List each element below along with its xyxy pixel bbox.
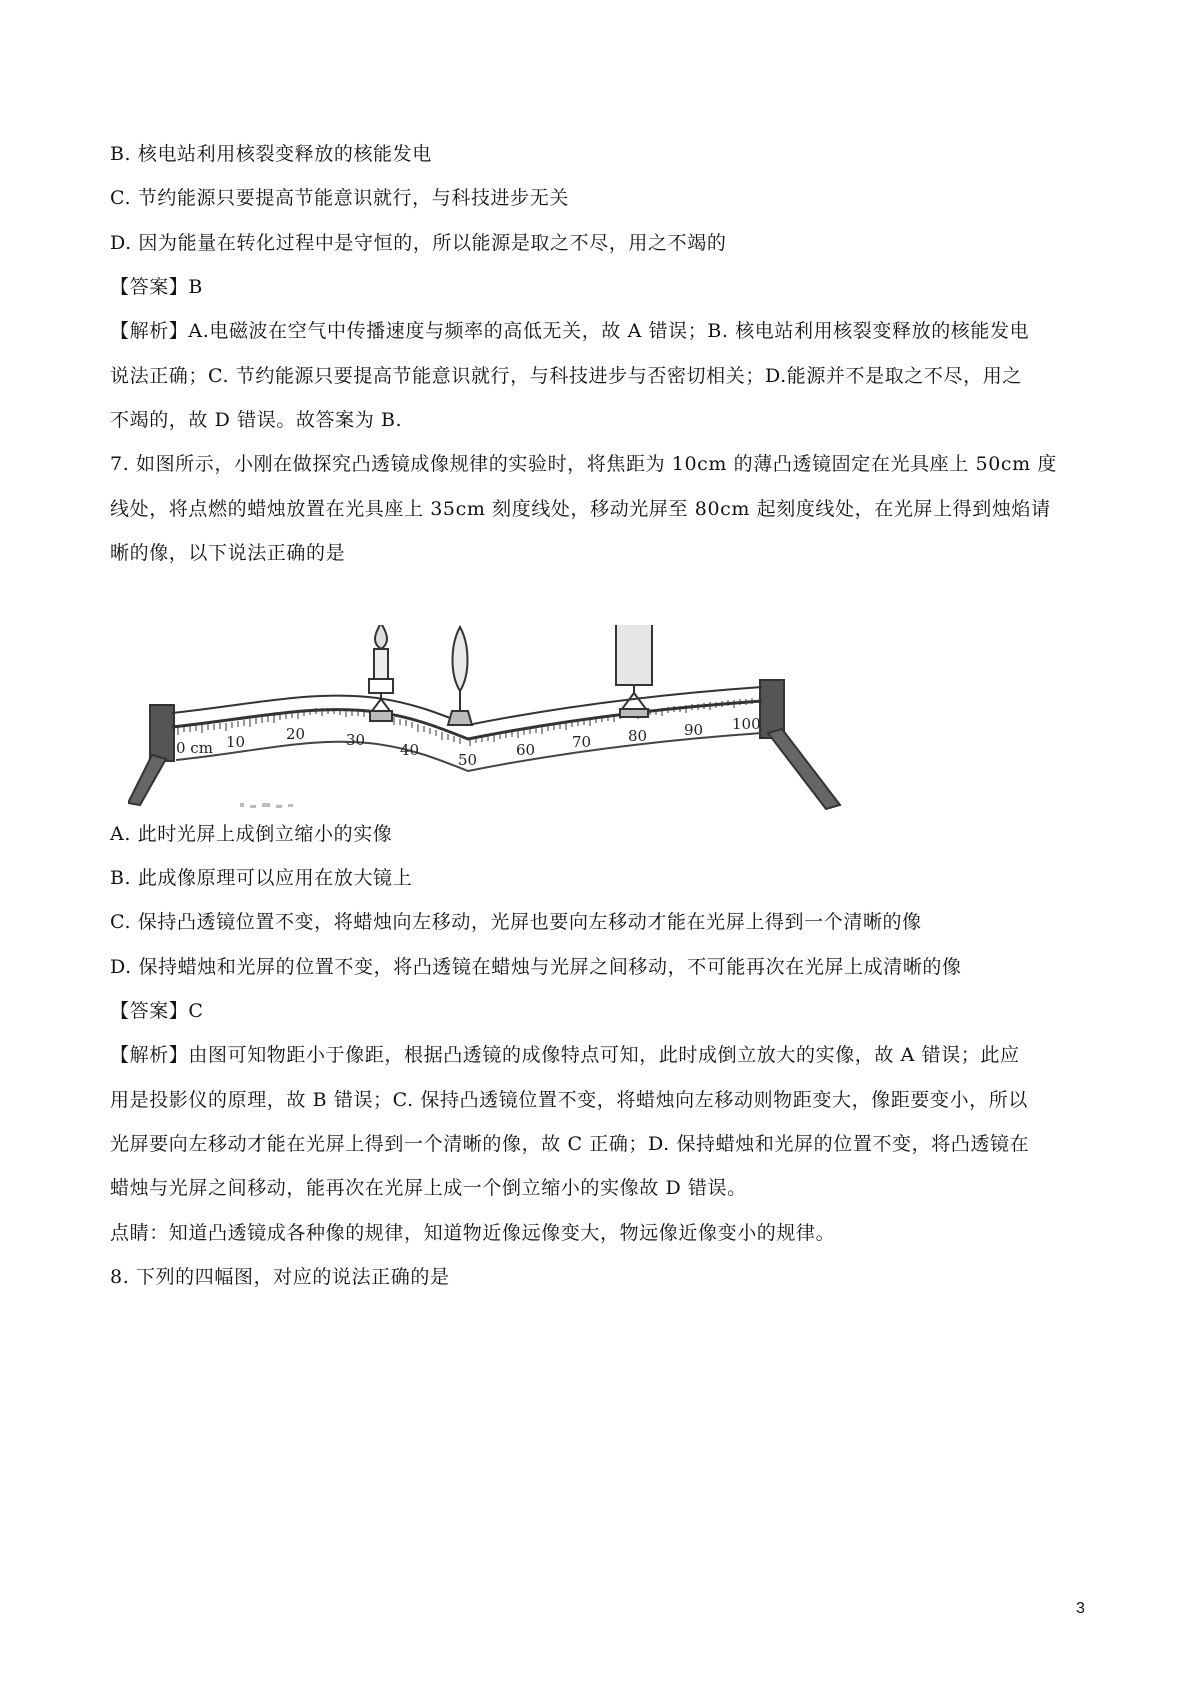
right-support bbox=[760, 680, 840, 809]
question-7-line3: 晰的像，以下说法正确的是 bbox=[110, 542, 346, 564]
analysis-q6-line3: 不竭的，故 D 错误。故答案为 B. bbox=[110, 409, 403, 431]
ruler-label-80: 80 bbox=[628, 727, 648, 745]
question-8: 8. 下列的四幅图，对应的说法正确的是 bbox=[110, 1266, 450, 1288]
scan-smudges bbox=[240, 803, 293, 808]
option-a-q7: A. 此时光屏上成倒立缩小的实像 bbox=[110, 823, 393, 845]
analysis-q7-line2: 用是投影仪的原理，故 B 错误；C. 保持凸透镜位置不变，将蜡烛向左移动则物距变大，像距要变小，所以 bbox=[110, 1089, 1028, 1111]
option-b-q7: B. 此成像原理可以应用在放大镜上 bbox=[110, 867, 413, 889]
ruler-label-10: 10 bbox=[226, 733, 246, 751]
option-d-q6: D. 因为能量在转化过程中是守恒的，所以能源是取之不尽，用之不竭的 bbox=[110, 232, 727, 254]
tip-q7: 点睛：知道凸透镜成各种像的规律，知道物近像远像变大，物远像近像变小的规律。 bbox=[110, 1222, 836, 1244]
answer-q7: 【答案】C bbox=[110, 1000, 204, 1022]
ruler-label-40: 40 bbox=[400, 741, 420, 759]
ruler-label-100: 100 bbox=[732, 715, 761, 733]
analysis-q7-line3: 光屏要向左移动才能在光屏上得到一个清晰的像，故 C 正确；D. 保持蜡烛和光屏的位置不变，将凸透镜在 bbox=[110, 1133, 1030, 1155]
question-7-line2: 线处，将点燃的蜡烛放置在光具座上 35cm 刻度线处，移动光屏至 80cm 起刻度线处，在光屏上得到烛焰请 bbox=[110, 498, 1051, 520]
ruler-label-70: 70 bbox=[572, 733, 592, 751]
question-7-line1: 7. 如图所示，小刚在做探究凸透镜成像规律的实验时，将焦距为 10cm 的薄凸透镜固定在光具座上 50cm 度 bbox=[110, 453, 1057, 475]
light-screen bbox=[616, 625, 652, 717]
candle bbox=[369, 625, 393, 721]
ruler-label-60: 60 bbox=[516, 741, 536, 759]
analysis-q7-line1: 【解析】由图可知物距小于像距，根据凸透镜的成像特点可知，此时成倒立放大的实像，故 A 错误；此应 bbox=[110, 1044, 1020, 1066]
page-number: 3 bbox=[1076, 1600, 1085, 1617]
left-support bbox=[128, 705, 174, 805]
ruler-label-50: 50 bbox=[458, 751, 478, 769]
ruler-label-30: 30 bbox=[346, 731, 366, 749]
ruler-label-20: 20 bbox=[286, 725, 306, 743]
analysis-q6-line2: 说法正确；C. 节约能源只要提高节能意识就行，与科技进步与否密切相关；D.能源并不是取之不尽，用之 bbox=[110, 365, 1022, 387]
convex-lens bbox=[448, 627, 472, 725]
ruler-label-90: 90 bbox=[684, 721, 704, 739]
option-d-q7: D. 保持蜡烛和光屏的位置不变，将凸透镜在蜡烛与光屏之间移动，不可能再次在光屏上成清晰的像 bbox=[110, 956, 962, 978]
option-b-q6: B. 核电站利用核裂变释放的核能发电 bbox=[110, 143, 432, 165]
option-c-q7: C. 保持凸透镜位置不变，将蜡烛向左移动，光屏也要向左移动才能在光屏上得到一个清晰的像 bbox=[110, 911, 922, 933]
analysis-q7-line4: 蜡烛与光屏之间移动，能再次在光屏上成一个倒立缩小的实像故 D 错误。 bbox=[110, 1177, 747, 1199]
answer-q6: 【答案】B bbox=[110, 276, 203, 298]
ruler-label-0: 0 cm bbox=[176, 739, 213, 757]
analysis-q6-line1: 【解析】A.电磁波在空气中传播速度与频率的高低无关，故 A 错误；B. 核电站利用核裂变释放的核能发电 bbox=[110, 320, 1030, 342]
option-c-q6: C. 节约能源只要提高节能意识就行，与科技进步无关 bbox=[110, 187, 569, 209]
